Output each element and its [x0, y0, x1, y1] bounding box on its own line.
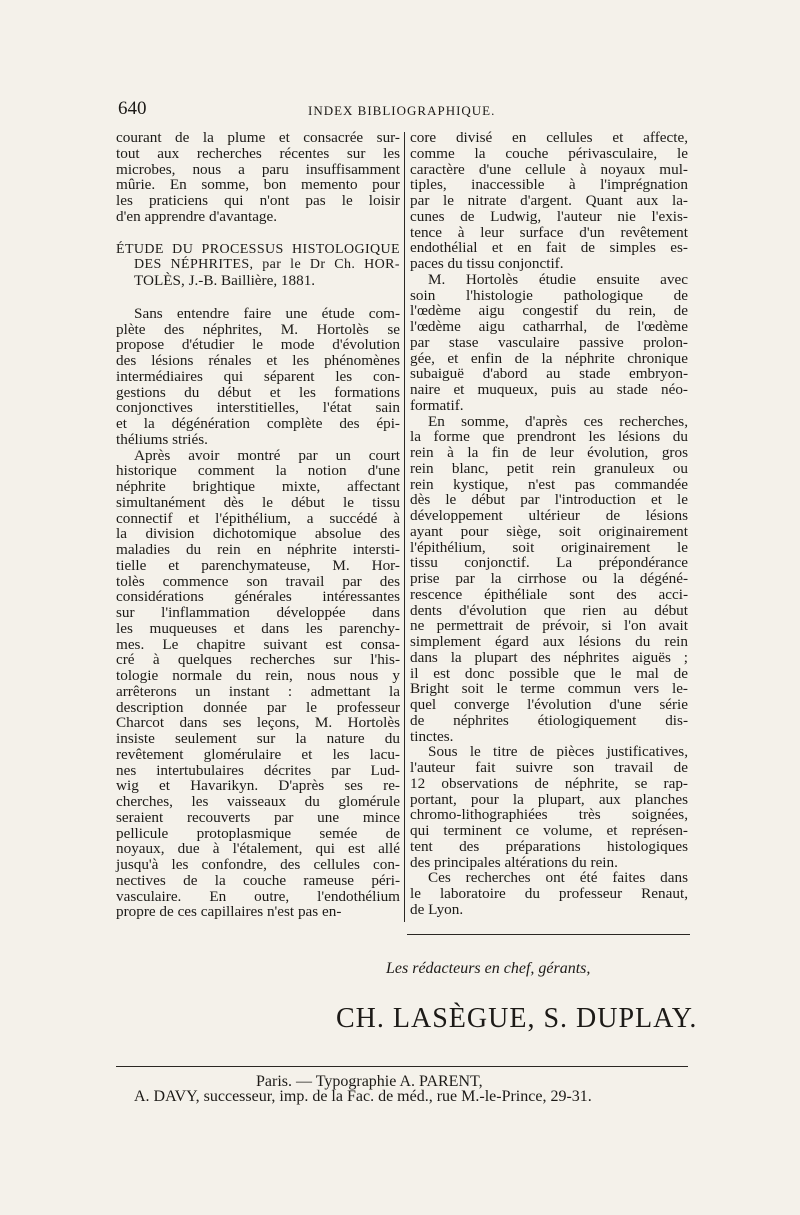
text-line: par stase vasculaire passive prolon- [410, 333, 688, 351]
text-line: la forme que prendront les lésions du [410, 428, 688, 446]
text-line: En somme, d'après ces recherches, [428, 412, 688, 430]
text-line: propre de ces capillaires n'est pas en- [116, 903, 342, 921]
text-line: plète des néphrites, M. Hortolès se [116, 320, 400, 338]
text-line: description donnée par le professeur [116, 698, 400, 716]
text-line: l'œdème aigu catharrhal, de l'œdème [410, 318, 688, 335]
text-line: tent des préparations histologiques [410, 837, 688, 855]
text-line: Bright soit le terme commun vers le- [410, 680, 688, 698]
text-line: nectives de la couche rameuse péri- [116, 871, 400, 889]
paragraph-gap [116, 289, 400, 306]
text-line: prise par la cirrhose ou la dégéné- [410, 570, 688, 587]
text-line: théliums striés. [116, 430, 208, 448]
text-line: sur l'inflammation développée dans [116, 604, 400, 621]
text-line: pellicule protoplasmique semée de [116, 824, 400, 842]
page-header [118, 98, 688, 122]
text-line: tielle et parenchymateuse, M. Hor- [116, 556, 400, 574]
text-line: l'œdème aigu congestif du rein, de [410, 302, 688, 320]
imprint-rule [116, 1066, 688, 1067]
text-line: tissu conjonctif. La prépondérance [410, 554, 688, 572]
text-line: Sans entendre faire une étude com- [134, 304, 400, 322]
text-line: cunes de Ludwig, l'auteur nie l'exis- [410, 207, 688, 225]
text-line: dès le début par l'introduction et le [410, 491, 688, 509]
text-line: noyaux, due à l'étalement, qui est allé [116, 840, 400, 858]
text-line: mûrie. En somme, bon memento pour [116, 176, 400, 194]
text-line: la division dichotomique absolue des [116, 525, 400, 543]
running-title: INDEX BIBLIOGRAPHIQUE. [308, 103, 496, 118]
text-line: endothélial et en fait de simples es- [410, 239, 688, 257]
text-line: courant de la plume et consacrée sur- [116, 129, 400, 146]
text-line: rein à la fin de leur évolution, gros [410, 444, 688, 461]
text-line: insiste seulement sur la nature du [116, 730, 400, 747]
editors-names: CH. LASÈGUE, S. DUPLAY. [336, 1003, 698, 1034]
text-line: microbes, nous a paru insuffisamment [116, 160, 400, 178]
text-line: subaiguë d'abord au stade embryon- [410, 365, 688, 383]
text-line: cré à quelques recherches sur l'his- [116, 651, 400, 669]
text-line: de néphrites étiologiquement dis- [410, 711, 688, 729]
text-line: il est donc possible que le mal de [410, 664, 688, 682]
text-line: tiples, inaccessible à l'imprégnation [410, 176, 688, 194]
text-line: rein kystique, n'est pas commandée [410, 475, 688, 493]
text-line: ne permettrait de prévoir, si l'on avait [410, 617, 688, 635]
text-line: 12 observations de néphrite, se rap- [410, 774, 688, 792]
text-line: dents d'évolution que rien au début [410, 601, 688, 619]
text-line: des principales altérations du rein. [410, 853, 618, 871]
text-line: tolès commence son travail par des [116, 572, 400, 590]
left-column [116, 130, 400, 920]
text-line: propose d'étudier le mode d'évolution [116, 336, 400, 354]
text-line: développement ultérieur de lésions [410, 507, 688, 524]
text-line: TOLÈS, J.-B. Baillière, 1881. [134, 272, 316, 289]
text-line: gestions du début et les formations [116, 383, 400, 401]
text-line: et la dégénération complète des épi- [116, 415, 400, 432]
editors-label: Les rédacteurs en chef, gérants, [386, 960, 591, 977]
text-line: néphrite brightique mixte, affectant [116, 478, 400, 495]
text-line: conjonctives interstitielles, l'état sain [116, 399, 400, 417]
text-line: caractère d'une cellule à noyaux mul- [410, 160, 688, 178]
text-line: l'épithélium, soit originairement le [410, 538, 688, 556]
text-line: Après avoir montré par un court [134, 446, 400, 464]
text-line: par le nitrate d'argent. Quant aux la- [410, 192, 688, 209]
printer-line: Paris. — Typographie A. PARENT, [256, 1073, 483, 1090]
text-line: maladies du rein en néphrite intersti- [116, 541, 400, 558]
text-line: seraient recouverts par une mince [116, 808, 400, 826]
paragraph-gap [116, 225, 400, 242]
text-line: formatif. [410, 396, 464, 414]
text-line: de Lyon. [410, 900, 464, 918]
text-line: historique comment la notion d'une [116, 462, 400, 480]
text-line: considérations générales intéressantes [116, 588, 400, 606]
text-line: M. Hortolès étudie ensuite avec [428, 270, 688, 288]
text-line: tinctes. [410, 727, 454, 745]
page-number: 640 [118, 98, 147, 119]
text-line: DES NÉPHRITES, par le Dr Ch. HOR- [134, 257, 400, 273]
text-line: quel converge l'évolution d'une série [410, 696, 688, 713]
text-line: le laboratoire du professeur Renaut, [410, 885, 688, 902]
text-line: Charcot dans ses leçons, M. Hortolès [116, 714, 400, 732]
text-line: simplement égard aux lésions du rein [410, 633, 688, 650]
text-line: l'auteur fait suivre son travail de [410, 759, 688, 776]
text-line: rescence épithéliale sont des acci- [410, 585, 688, 603]
text-line: comme la couche périvasculaire, le [410, 144, 688, 162]
text-line: paces du tissu conjonctif. [410, 255, 564, 272]
text-line: dans la plupart des néphrites aiguës ; [410, 648, 688, 666]
end-of-article-rule [407, 934, 690, 935]
column-divider [404, 132, 405, 922]
text-line: les muqueuses et dans les parenchy- [116, 619, 400, 637]
text-line: les praticiens qui n'ont pas le loisir [116, 192, 400, 209]
text-line: rein blanc, petit rein granuleux ou [410, 459, 688, 477]
text-line: vasculaire. En outre, l'endothélium [116, 887, 400, 905]
text-line: ÉTUDE DU PROCESSUS HISTOLOGIQUE [116, 241, 400, 257]
text-line: connectif et l'épithélium, a succédé à [116, 509, 400, 527]
text-line: chromo-lithographiées très soignées, [410, 806, 688, 824]
text-line: naire et muqueux, puis au stade néo- [410, 381, 688, 398]
text-line: arrêterons un instant : admettant la [116, 682, 400, 700]
text-line: qui terminent ce volume, et représen- [410, 822, 688, 839]
text-line: intermédiaires qui séparent les con- [116, 367, 400, 385]
text-line: tologie normale du rein, nous nous y [116, 667, 400, 684]
text-line: cherches, les vaisseaux du glomérule [116, 793, 400, 810]
text-line: mes. Le chapitre suivant est consa- [116, 635, 400, 653]
text-line: Ces recherches ont été faites dans [428, 869, 688, 887]
text-line: ayant pour siège, soit originairement [410, 522, 688, 540]
text-line: tence à leur surface d'un revêtement [410, 223, 688, 241]
text-line: Sous le titre de pièces justificatives, [428, 743, 688, 761]
text-line: tout aux recherches récentes sur les [116, 144, 400, 162]
text-line: jusqu'à les confondre, des cellules con- [116, 856, 400, 873]
text-line: wig et Havarikyn. D'après ses re- [116, 777, 400, 795]
text-line: core divisé en cellules et affecte, [410, 129, 688, 146]
text-line: gée, et enfin de la néphrite chronique [410, 349, 688, 367]
text-line: nes intertubulaires décrites par Lud- [116, 761, 400, 779]
text-line: revêtement glomérulaire et les lacu- [116, 745, 400, 763]
text-line: simultanément dès le début le tissu [116, 493, 400, 511]
text-line: d'en apprendre d'avantage. [116, 207, 278, 225]
text-line: soin l'histologie pathologique de [410, 286, 688, 304]
text-line: des lésions rénales et les phénomènes [116, 352, 400, 369]
right-column [410, 130, 688, 918]
text-line: portant, pour la plupart, aux planches [410, 790, 688, 808]
printer-address: A. DAVY, successeur, imp. de la Fac. de méd., rue M.-le-Prince, 29-31. [134, 1088, 592, 1105]
